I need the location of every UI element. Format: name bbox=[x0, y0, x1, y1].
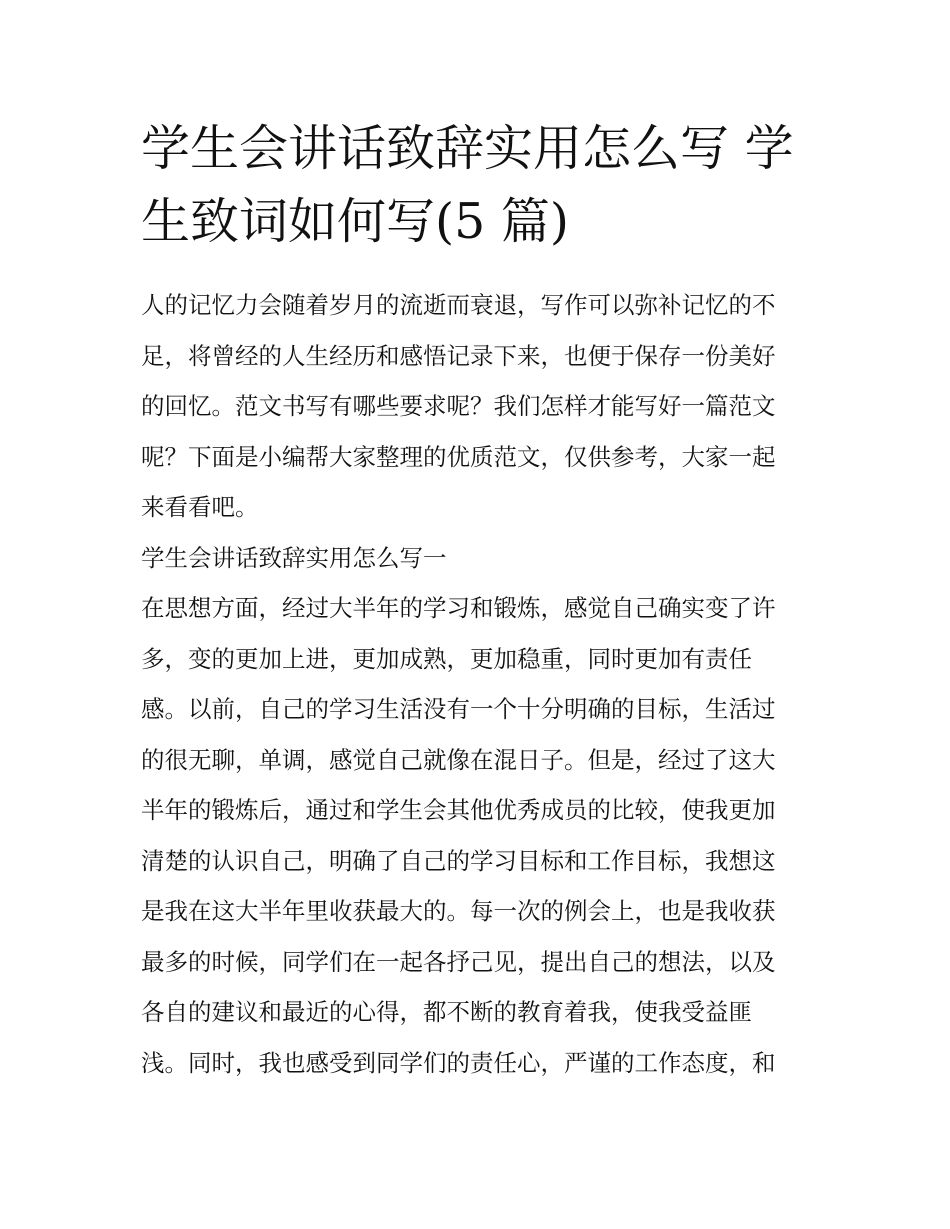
text-line: 人的记忆力会随着岁月的流逝而衰退，写作可以弥补记忆的不 bbox=[141, 291, 776, 319]
document-title bbox=[141, 112, 821, 258]
text-line: 足，将曾经的人生经历和感悟记录下来，也便于保存一份美好 bbox=[141, 341, 776, 370]
document-body bbox=[141, 280, 816, 1088]
text-line: 各自的建议和最近的心得，都不断的教育着我，使我受益匪 bbox=[141, 998, 752, 1026]
text-line: 呢？下面是小编帮大家整理的优质范文，仅供参考，大家一起 bbox=[141, 442, 776, 471]
section-paragraph bbox=[141, 583, 816, 1088]
text-line: 来看看吧。 bbox=[141, 493, 259, 521]
text-line: 感。以前，自己的学习生活没有一个十分明确的目标，生活过 bbox=[141, 695, 776, 723]
section-heading-text: 学生会讲话致辞实用怎么写一 bbox=[141, 543, 447, 572]
text-line: 清楚的认识自己，明确了自己的学习目标和工作目标，我想这 bbox=[141, 846, 776, 875]
text-line: 的很无聊，单调，感觉自己就像在混日子。但是，经过了这大 bbox=[141, 745, 776, 774]
text-line: 在思想方面，经过大半年的学习和锻炼，感觉自己确实变了许 bbox=[141, 594, 776, 622]
title-line: 生致词如何写(5 篇) bbox=[141, 193, 569, 250]
text-line: 最多的时候，同学们在一起各抒己见，提出自己的想法，以及 bbox=[141, 947, 776, 976]
text-line: 是我在这大半年里收获最大的。每一次的例会上，也是我收获 bbox=[141, 897, 776, 925]
section-heading bbox=[141, 533, 816, 584]
text-line: 半年的锻炼后，通过和学生会其他优秀成员的比较，使我更加 bbox=[141, 796, 776, 824]
intro-paragraph bbox=[141, 280, 816, 533]
title-line: 学生会讲话致辞实用怎么写 学 bbox=[141, 120, 794, 177]
text-line: 多，变的更加上进，更加成熟，更加稳重，同时更加有责任 bbox=[141, 644, 752, 673]
text-line: 浅。同时，我也感受到同学们的责任心，严谨的工作态度，和 bbox=[141, 1048, 776, 1077]
text-line: 的回忆。范文书写有哪些要求呢？我们怎样才能写好一篇范文 bbox=[141, 392, 776, 420]
